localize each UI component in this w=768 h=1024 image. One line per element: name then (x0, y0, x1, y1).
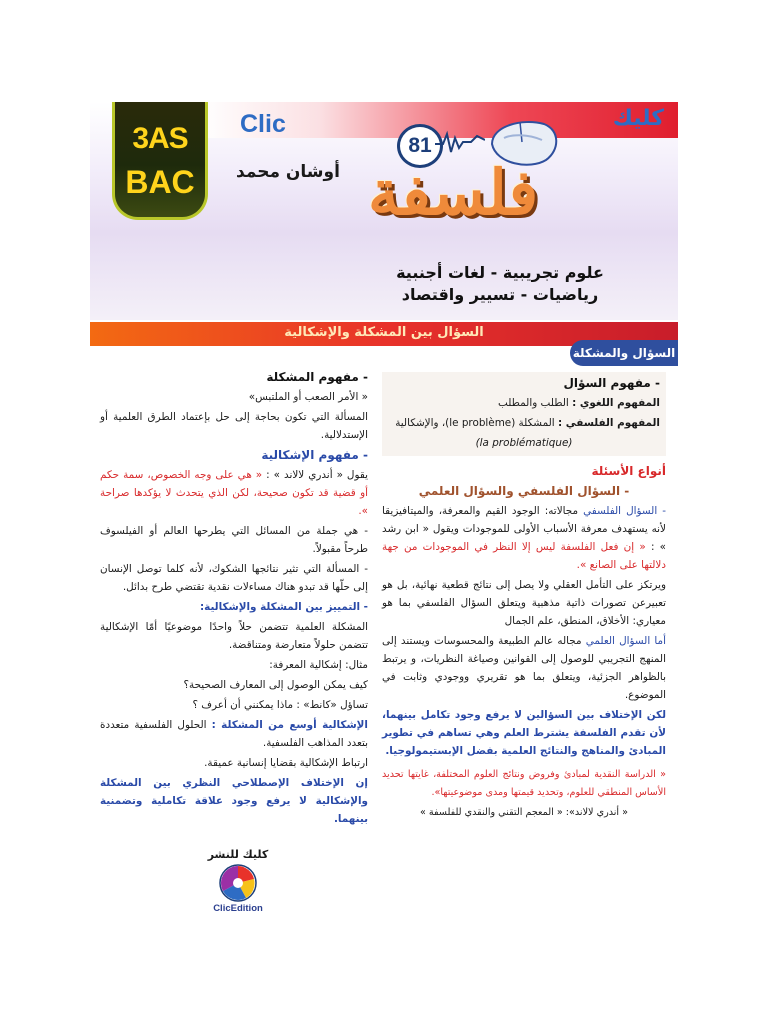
example-question: كيف يمكن الوصول إلى المعارف الصحيحة؟ (183, 679, 368, 691)
epistemology-quote: « الدراسة النقدية لمبادئ وفروض ونتائج العلوم المختلفة، غايتها تحديد الأساس المنطقي للعلوم، وتحديد قيمتها ومدى موضوعيتها». (382, 769, 666, 798)
broader-text: الحلول الفلسفية متعددة بتعدد المذاهب الفلسفية. (100, 719, 368, 749)
phil-question-text: مجالاته: الوجود القيم والمعرفة، والميتافيزيقا لأنه يستهدف معرفة الأسباب الأولى للموجودات ويقول « ابن رشد » : (382, 505, 666, 553)
paragraph-phil-nature: ويرتكز على التأمل العقلي ولا يصل إلى نتائج قطعية نهائية، بل هو تعبيرعن تصورات ذاتية مذهبية ويتعلق السؤال الفلسفي بما هو معياري: الأخلاق، المنطق، علم الجمال (382, 579, 666, 627)
lalande-definition (100, 466, 368, 520)
subject-title: فلسفة (368, 156, 539, 229)
bac-badge (112, 102, 208, 220)
publisher-block (198, 848, 278, 914)
problematic-point-2: - المسألة التي تثير نتائجها الشكوك، لأنه كلما توصل الإنسان إلى حلّها قد تبدو هناك مساءلات نقدية تقتضي طرح بدائل. (100, 563, 368, 593)
distinction-text: المشكلة العلمية تتضمن حلاً واحدًا موضوعيًا أمّا الإشكالية تتضمن حلولاً متعارضة ومتناقضة. (100, 621, 368, 651)
clic-logo: Clic (240, 110, 286, 138)
sci-question-text: مجاله عالم الطبيعة والمحسوسات ويستند إلى المنهج التجريبي للوصول إلى القوانين وصياغة النظريات، و يرتبط بالظواهر الجزئية، ويتعلق بما هو تقريري ووجودي وثابت في الموضوع. (382, 635, 666, 701)
phil-label: المفهوم الفلسفي : (557, 417, 660, 429)
heading-problematic-concept: - مفهوم الإشكالية (261, 448, 368, 462)
magazine-page (90, 102, 678, 924)
heading-problem-concept: - مفهوم المشكلة (266, 370, 368, 384)
paragraph-sci-question (382, 632, 666, 704)
broader-problematic (100, 716, 368, 752)
quote-source: « أندري لالاند»: « المعجم التقني والنقدي للفلسفة » (419, 807, 629, 818)
section-tab: السؤال والمشكلة (570, 340, 678, 366)
heading-question-concept: - مفهوم السؤال (563, 376, 660, 390)
badge-level: 3AS (132, 122, 188, 155)
streams-line: رياضيات - تسيير واقتصاد (401, 285, 599, 304)
example-label: مثال: إشكالية المعرفة: (269, 659, 368, 671)
paragraph-phil-question (382, 502, 666, 574)
definition-box (382, 372, 666, 456)
page-header (90, 102, 678, 320)
lang-text: الطلب والمطلب (498, 397, 569, 409)
lang-definition (388, 394, 660, 412)
problem-definition-1: « الأمر الصعب أو الملتبس» (248, 391, 368, 403)
streams-line: علوم تجريبية - لغات أجنبية (396, 263, 604, 282)
heading-distinction: - التمييز بين المشكلة والإشكالية: (199, 601, 368, 613)
conclusion-text: إن الإختلاف الإصطلاحي النظري بين المشكلة والإشكالية لا يرفع وجود علاقة تكاملية وتضمنية بينهما. (100, 777, 368, 825)
publisher-label: كليك للنشر (207, 848, 269, 861)
sci-question-lead: أما السؤال العلمي (585, 635, 666, 647)
phil-question-lead: - السؤال الفلسفي (583, 505, 666, 517)
problem-definition-2: المسألة التي تكون بحاجة إلى حل بإعتماد الطرق العلمية أو الإستدلالية. (100, 411, 368, 441)
badge-exam: BAC (125, 164, 195, 200)
pulse-line-icon (435, 130, 485, 154)
broader-lead: الإشكالية أوسع من المشكلة : (211, 719, 368, 731)
heading-phil-sci-question: - السؤال الفلسفي والسؤال العلمي (418, 484, 630, 498)
lalande-intro: يقول « أندري لالاند » : (266, 469, 368, 481)
phil-text: المشكلة (le problème)، والإشكالية (395, 417, 555, 429)
lalande-quote: « هي على وجه الخصوص، سمة حكم أو قضية قد تكون صحيحة، لكن الذي يتحدث لا يؤكدها صراحة ». (100, 469, 368, 517)
human-issues: ارتباط الإشكالية بقضايا إنسانية عميقة. (204, 757, 368, 769)
author-name: أوشان محمد (236, 162, 340, 182)
clic-arabic-logo: كليك (612, 106, 664, 131)
ibn-rushd-quote: « إن فعل الفلسفة ليس إلا النظر في الموجودات من جهة دلالتها على الصانع ». (382, 541, 666, 571)
paragraph-complementarity: لكن الإختلاف بين السؤالين لا يرفع وجود تكامل بينهما، لأن تقدم الفلسفة يشترط العلم وهي تساهم في تطوير المبادئ والمناهج والنتائج العلمية بفضل الإبستيمولوجيا. (382, 709, 666, 757)
publisher-logo-icon (218, 863, 258, 903)
phil-text-problematique: (la problématique) (475, 437, 573, 449)
phil-definition (388, 414, 660, 432)
publisher-name: ClicEdition (213, 903, 263, 914)
right-column (382, 372, 666, 824)
section-title: السؤال بين المشكلة والإشكالية (284, 325, 484, 340)
target-streams (380, 262, 620, 306)
issue-number: 81 (397, 124, 443, 168)
left-column (100, 368, 368, 830)
lang-label: المفهوم اللغوي : (572, 397, 660, 409)
problematic-point-1: - هي جملة من المسائل التي يطرحها العالم أو الفيلسوف طرحاً مقبولاً. (100, 525, 368, 555)
kant-question: تساؤل «كانط» : ماذا يمكنني أن أعرف ؟ (192, 699, 368, 711)
heading-question-types: أنواع الأسئلة (591, 464, 666, 478)
